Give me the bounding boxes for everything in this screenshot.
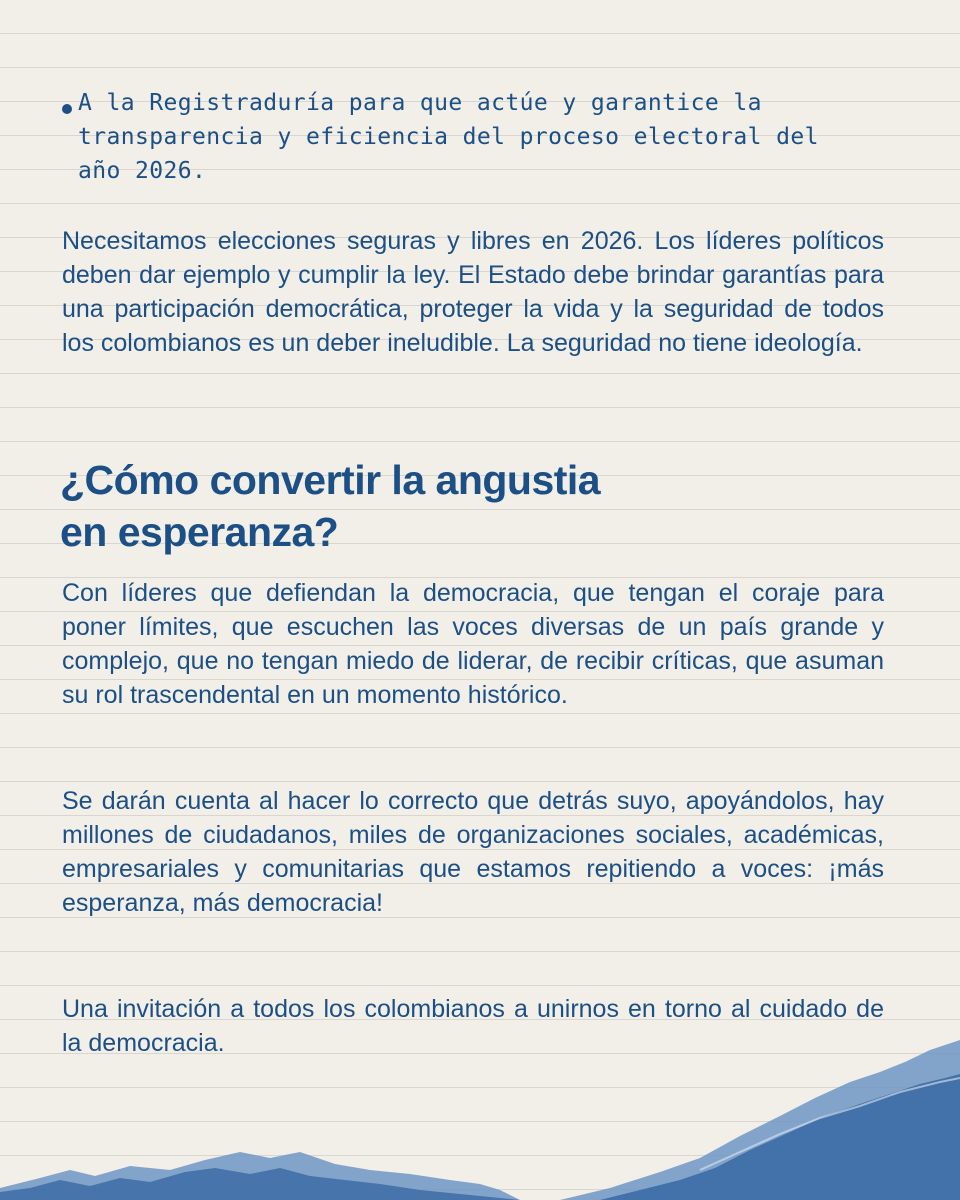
section-heading xyxy=(60,454,820,558)
paragraph-elecciones: Necesitamos elecciones seguras y libres en 2026. Los líderes políticos deben dar ejemplo y cumplir la ley. El Estado debe brindar garantías para una participación democrática, proteger la vida y la seguridad de todos los colombianos es un deber ineludible. La seguridad no tiene ideología. xyxy=(62,227,884,357)
paragraph-invitacion: Una invitación a todos los colombianos a unirnos en torno al cuidado de la democracia. xyxy=(62,995,884,1057)
mountain-range-illustration xyxy=(0,1020,960,1200)
paragraph-lideres: Con líderes que defiendan la democracia, que tengan el coraje para poner límites, que escuchen las voces diversas de un país grande y complejo, que no tengan miedo de liderar, de recibir críticas, que asuman su rol trascendental en un momento histórico. xyxy=(62,579,884,709)
bullet-dot-icon xyxy=(62,104,72,114)
bullet-text: A la Registraduría para que actúe y garantice la transparencia y eficiencia del proceso electoral del año 2026. xyxy=(78,90,819,184)
heading-line-2: en esperanza? xyxy=(60,509,339,555)
paragraph-ciudadanos: Se darán cuenta al hacer lo correcto que detrás suyo, apoyándolos, hay millones de ciudadanos, miles de organizaciones sociales, académicas, empresariales y comunitarias que estamos repitiendo a voces: ¡más esperanza, más democracia! xyxy=(62,787,884,917)
heading-line-1: ¿Cómo convertir la angustia xyxy=(60,457,601,503)
bullet-list-item xyxy=(62,86,862,188)
